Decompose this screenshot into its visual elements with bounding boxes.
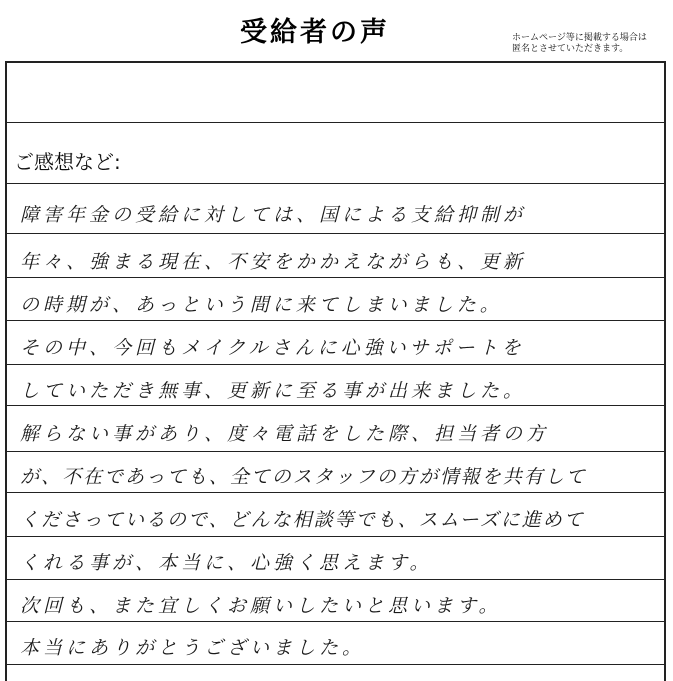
ruled-line (5, 621, 666, 622)
handwritten-line: 本当にありがとうございました。 (20, 637, 366, 659)
page-title: 受給者の声 (240, 17, 390, 48)
ruled-line (5, 233, 666, 234)
handwritten-line: 解らない事があり、度々電話をした際、担当者の方 (20, 423, 550, 445)
name-field[interactable] (7, 63, 664, 124)
ruled-line (5, 320, 666, 321)
handwritten-line: 次回も、また宜しくお願いしたいと思います。 (20, 595, 502, 617)
ruled-line (5, 364, 666, 365)
anonymity-note-line-2: 匿名とさせていただきます。 (512, 44, 629, 54)
anonymity-note (512, 33, 670, 55)
ruled-line (5, 492, 666, 493)
handwritten-line: くださっているので、どんな相談等でも、スムーズに進めて (20, 509, 585, 531)
comments-label: ご感想など: (14, 150, 121, 174)
handwritten-line: の時期が、あっという間に来てしまいました。 (20, 294, 503, 316)
ruled-line (5, 277, 666, 278)
ruled-line (5, 536, 666, 537)
handwritten-line: していただき無事、更新に至る事が出来ました。 (20, 380, 527, 402)
handwritten-line: その中、今回もメイクルさんに心強いサポートを (20, 337, 525, 359)
ruled-line (5, 405, 666, 406)
handwritten-line: くれる事が、本当に、心強く思えます。 (20, 552, 433, 574)
ruled-line (5, 579, 666, 580)
ruled-line (5, 451, 666, 452)
handwritten-line: 年々、強まる現在、不安をかかえながらも、更新 (20, 251, 527, 273)
ruled-line (5, 664, 666, 665)
form-divider (5, 122, 666, 123)
handwritten-line: 障害年金の受給に対しては、国による支給抑制が (20, 204, 527, 226)
anonymity-note-line-1: ホームページ等に掲載する場合は (512, 33, 647, 43)
ruled-line (5, 183, 666, 184)
handwritten-line: が、不在であっても、全てのスタッフの方が情報を共有して (20, 466, 587, 488)
